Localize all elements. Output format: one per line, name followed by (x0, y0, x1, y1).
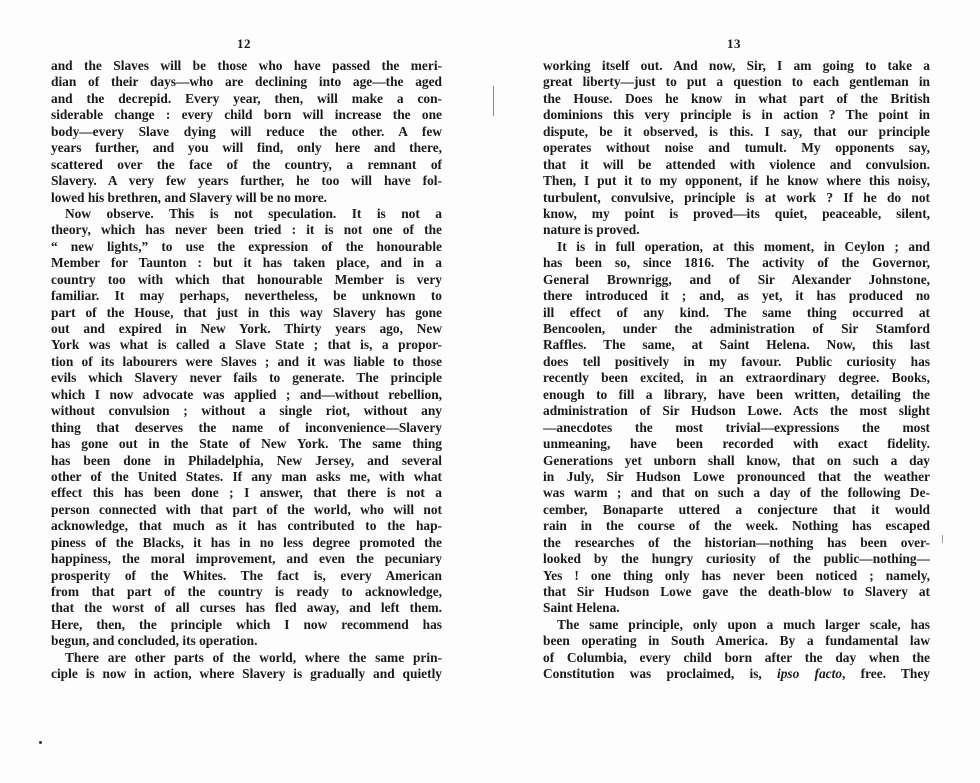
text-line: evils which Slavery never fails to generate. The principle (51, 370, 442, 386)
text-line: There are other parts of the world, where the same prin- (65, 649, 442, 665)
text-line: The same principle, only upon a much larger scale, has (557, 616, 930, 632)
text-line: that Sir Hudson Lowe gave the death-blow to Slavery at (543, 584, 930, 599)
text-line: dominions this very principle is in action ? The point in (543, 107, 930, 123)
text-line: rain in the course of the week. Nothing has escaped (543, 518, 930, 534)
text-line: know, my point is proved—its quiet, peaceable, silent, (543, 205, 930, 221)
text-line: in July, Sir Hudson Lowe pronounced that the weather (543, 468, 930, 484)
text-line: siderable change : every child born will increase the one (51, 107, 442, 123)
text-line: General Brownrigg, and of Sir Alexander Johnstone, (543, 271, 930, 287)
ink-speck (39, 741, 42, 744)
text-line: “ new lights,” to use the expression of the honourable (51, 238, 442, 254)
text-line: Bencoolen, under the administration of Sir Stamford (543, 321, 930, 336)
page-body (543, 58, 930, 683)
text-line: administration of Sir Hudson Lowe. Acts the most slight (543, 403, 930, 419)
text-line: ciple is now in action, where Slavery is gradually and quietly (51, 666, 442, 682)
text-line: out and expired in New York. Thirty years ago, New (51, 321, 442, 336)
page-number: 13 (727, 36, 741, 51)
text-line: been operating in South America. By a fundamental law (543, 633, 930, 649)
text-line: great liberty—just to put a question to each gentleman in (543, 74, 930, 90)
text-line: lowed his brethren, and Slavery will be no more. (51, 189, 328, 205)
right-page (490, 0, 980, 783)
text-line: Then, I put it to my opponent, if he know where this noisy, (543, 173, 930, 189)
text-line: part of the House, that just in this way Slavery has gone (51, 304, 442, 320)
text-line: tion of its labourers were Slaves ; and it was liable to those (51, 353, 442, 369)
text-line: Here, then, the principle which I now recommend has (51, 616, 442, 632)
page-body (51, 58, 442, 683)
text-line: has been so, since 1816. The activity of the Governor, (543, 255, 930, 271)
text-line: nature is proved. (543, 222, 640, 238)
text-line: prosperity of the Whites. The fact is, every American (51, 567, 442, 583)
text-line: —anecdotes the most trivial—expressions the most (543, 419, 930, 435)
text-line: scattered over the face of the country, a remnant of (51, 156, 442, 172)
text-line: turbulent, convulsive, principle is at work ? If he do not (543, 189, 930, 205)
text-line: piness of the Blacks, it has in no less degree promoted the (51, 534, 442, 550)
text-line: working itself out. And now, Sir, I am going to take a (543, 58, 930, 73)
text-line: begun, and concluded, its operation. (51, 633, 258, 649)
text-line: acknowledge, that much as it has contributed to the hap- (51, 518, 442, 534)
text-line: York was what is called a Slave State ; that is, a propor- (51, 337, 442, 353)
text-line: operates without noise and tumult. My opponents say, (543, 140, 930, 156)
text-line: of Columbia, every child born after the day when the (543, 649, 930, 665)
text-line: effect this has been done ; I answer, that there is not a (51, 485, 442, 501)
text-line: familiar. It may perhaps, nevertheless, be unknown to (51, 288, 442, 304)
text-line: Slavery. A very few years further, he too will have fol- (51, 173, 442, 189)
text-line: there introduced it ; and, as yet, it has produced no (543, 288, 930, 304)
text-line: has gone out in the State of New York. The same thing (51, 436, 442, 452)
text-line: has been done in Philadelphia, New Jersey, and several (51, 452, 442, 468)
text-line: happiness, the moral improvement, and even the pecuniary (51, 551, 442, 567)
text-line: from that part of the country is ready to acknowledge, (51, 584, 442, 599)
text-line: the researches of the historian—nothing has been over- (543, 534, 930, 550)
text-line: that the worst of all curses has fled away, and left them. (51, 600, 442, 616)
text-line: Constitution was proclaimed, is, ipso facto, free. They (543, 666, 930, 682)
text-line: does tell positively in my favour. Public curiosity has (543, 353, 930, 369)
text-line: the House. Does he know in what part of the British (543, 90, 930, 106)
text-line: ill effect of any kind. The same thing occurred at (543, 304, 930, 320)
text-line: Member for Taunton : but it has taken place, and in a (51, 255, 442, 271)
text-line: recently been excited, in an extraordinary degree. Books, (543, 370, 930, 386)
text-line: Now observe. This is not speculation. It is not a (65, 205, 442, 221)
text-line: and the Slaves will be those who have passed the meri- (51, 58, 442, 73)
text-line: It is in full operation, at this moment, in Ceylon ; and (557, 238, 930, 254)
text-line: enough to fill a library, have been written, detailing the (543, 386, 930, 402)
text-line: body—every Slave dying will reduce the other. A few (51, 123, 442, 139)
text-line: Generations yet unborn shall know, that on such a day (543, 452, 930, 468)
text-line: years further, and you will find, only here and there, (51, 140, 442, 156)
text-line: cember, Bonaparte uttered a conjecture that it would (543, 501, 930, 517)
text-line: person connected with that part of the world, who will not (51, 501, 442, 517)
text-line: which I now advocate was applied ; and—without rebellion, (51, 386, 442, 402)
text-line: dian of their days—who are declining into age—the aged (51, 74, 442, 90)
text-line: Saint Helena. (543, 600, 620, 616)
text-line: and the decrepid. Every year, then, will make a con- (51, 90, 442, 106)
text-line: without convulsion ; without a single riot, without any (51, 403, 442, 419)
text-line: was warm ; and that on such a day of the following De- (543, 485, 930, 501)
text-line: theory, which has never been tried : it is not one of the (51, 222, 442, 238)
text-line: unmeaning, have been recorded with exact fidelity. (543, 436, 930, 452)
text-line: country too with which that honourable Member is very (51, 271, 442, 287)
text-line: Yes ! one thing only has never been noticed ; namely, (543, 567, 930, 583)
text-line: that it will be attended with violence and convulsion. (543, 156, 930, 172)
text-line: dispute, be it observed, is this. I say, that our principle (543, 123, 930, 139)
ink-speck (942, 535, 943, 543)
text-line: thing that deserves the name of inconvenience—Slavery (51, 419, 442, 435)
page-number: 12 (237, 36, 251, 51)
text-line: looked by the hungry curiosity of the public—nothing— (543, 551, 930, 567)
text-line: other of the United States. If any man asks me, with what (51, 468, 442, 484)
text-line: Raffles. The same, at Saint Helena. Now, this last (543, 337, 930, 353)
